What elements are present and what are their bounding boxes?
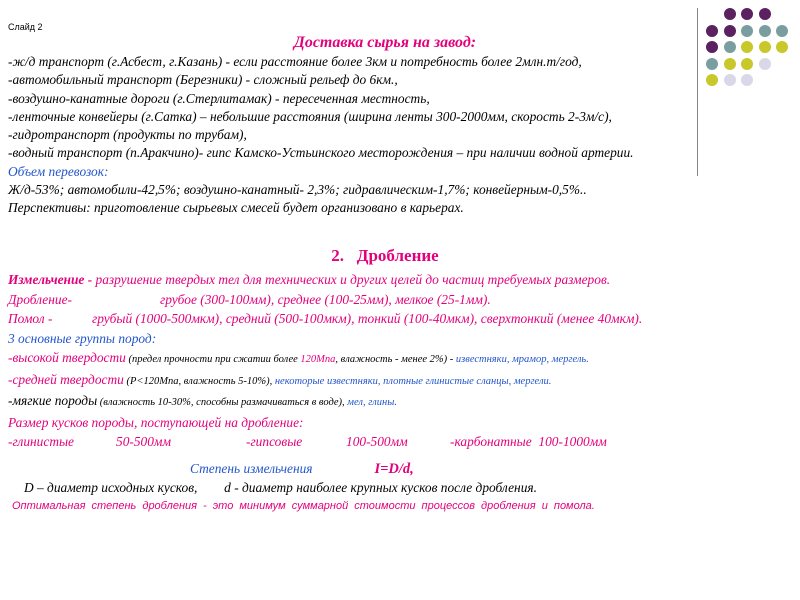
volume-label: Объем перевозок: bbox=[8, 163, 109, 179]
milling-def: грубый (1000-500мкм), средний (500-100мкм), тонкий (100-40мкм), сверхтонкий (менее 40мкм). bbox=[92, 311, 643, 326]
hard-examples: известняки, мрамор, мергель. bbox=[455, 354, 589, 365]
section1-title: Доставка сырья на завод: bbox=[293, 34, 477, 51]
ratio-label: Степень измельчения bbox=[190, 461, 313, 476]
decorative-dot-purple bbox=[724, 8, 736, 20]
medium-label: -средней твердости bbox=[8, 371, 124, 387]
rock-group-hard bbox=[8, 348, 778, 370]
prospects-text: Перспективы: приготовление сырьевых смесей будет организовано в карьерах. bbox=[8, 200, 464, 216]
milling-definition bbox=[8, 309, 778, 329]
soft-examples: мел, глины. bbox=[347, 397, 397, 408]
clay-value: 50-500мм bbox=[116, 434, 172, 449]
groups-heading: 3 основные группы пород: bbox=[8, 330, 157, 346]
grinding-def: разрушение твердых тел для технических и других целей до частиц требуемых размеров. bbox=[92, 272, 611, 287]
grinding-term: Измельчение - bbox=[8, 272, 93, 287]
grinding-definition bbox=[8, 270, 778, 290]
decorative-dot-lavender bbox=[759, 58, 771, 70]
decorative-dot-yellow bbox=[776, 41, 788, 53]
crushing-def: грубое (300-100мм), среднее (100-25мм), мелкое (25-1мм). bbox=[160, 291, 491, 307]
crushing-definition bbox=[8, 290, 778, 310]
soft-note: (влажность 10-30%, способны размачиваться в воде), bbox=[97, 397, 348, 408]
slide-label: Слайд 2 bbox=[8, 22, 43, 32]
clay-label: -глинистые bbox=[8, 434, 75, 449]
rock-group-medium bbox=[8, 370, 778, 392]
carbonate-value: 100-1000мм bbox=[538, 434, 607, 449]
decorative-dot-purple bbox=[741, 8, 753, 20]
hard-label: -высокой твердости bbox=[8, 350, 126, 365]
transport-line: -ленточные конвейеры (г.Сатка) – небольшие расстояния (ширина ленты 300-2000мм, скорость 2-3м/с), bbox=[8, 108, 612, 124]
gypsum-value: 100-500мм bbox=[346, 434, 408, 449]
section1-body bbox=[8, 53, 748, 218]
transport-line: -водный транспорт (п.Аракчино)- гипс Камско-Устьинского месторождения – при наличии водной артерии. bbox=[8, 145, 634, 161]
transport-line: -автомобильный транспорт (Березники) - сложный рельеф до 6км., bbox=[8, 72, 398, 88]
optimal-ratio-note: Оптимальная степень дробления - это минимум суммарной стоимости процессов дробления и помола. bbox=[12, 500, 595, 512]
soft-label: -мягкие породы bbox=[8, 393, 98, 408]
hard-note-b: , влажность - менее 2%) - bbox=[335, 354, 456, 365]
decorative-dot-teal bbox=[776, 25, 788, 37]
transport-line: -воздушно-канатные дороги (г.Стерлитамак) - пересеченная местность, bbox=[8, 90, 430, 106]
ratio-formula-line bbox=[190, 461, 414, 478]
size-values bbox=[8, 432, 778, 452]
section2-body bbox=[8, 270, 778, 452]
ratio-formula: I=D/d, bbox=[374, 461, 414, 477]
volume-text: Ж/д-53%; автомобили-42,5%; воздушно-канатный- 2,3%; гидравлическим-1,7%; конвейерным-0,5%.. bbox=[8, 182, 587, 198]
medium-note: (Р<120Мпа, влажность 5-10%), bbox=[123, 375, 275, 387]
diameter-definitions: D – диаметр исходных кусков, d - диаметр наиболее крупных кусков после дробления. bbox=[24, 480, 537, 495]
milling-term: Помол - bbox=[8, 311, 53, 326]
crushing-term: Дробление- bbox=[8, 291, 72, 307]
medium-examples: некоторые известняки, плотные глинистые сланцы, мергели. bbox=[274, 375, 552, 387]
hard-note bbox=[126, 354, 456, 365]
section2-title bbox=[0, 246, 770, 266]
section2-number: 2. bbox=[331, 246, 345, 265]
transport-line: -гидротранспорт (продукты по трубам), bbox=[8, 127, 247, 143]
hard-note-value: 120Мпа bbox=[300, 354, 336, 365]
transport-line: -ж/д транспорт (г.Асбест, г.Казань) - если расстояние более 3км и потребность более 2млн.т/год, bbox=[8, 54, 582, 69]
decorative-dot-purple bbox=[759, 8, 771, 20]
gypsum-label: -гипсовые bbox=[246, 434, 303, 449]
size-heading: Размер кусков породы, поступающей на дробление: bbox=[8, 414, 304, 430]
hard-note-a: (предел прочности при сжатии более bbox=[125, 354, 301, 365]
rock-group-soft bbox=[8, 391, 778, 413]
carbonate-label: -карбонатные bbox=[450, 434, 532, 449]
section2-title-text: Дробление bbox=[356, 246, 439, 265]
